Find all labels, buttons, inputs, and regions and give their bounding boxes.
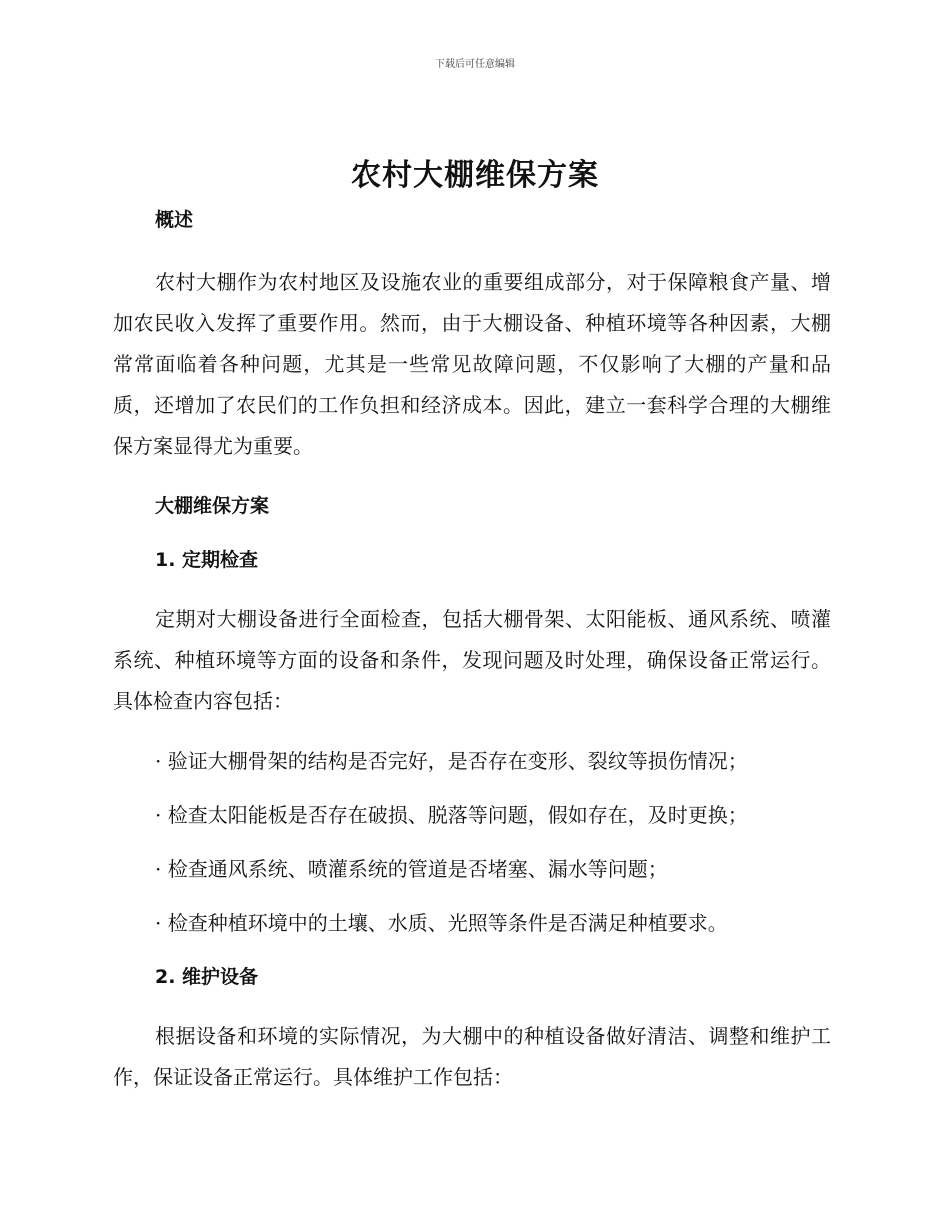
inspection-paragraph: 定期对大棚设备进行全面检查，包括大棚骨架、太阳能板、通风系统、喷灌系统、种植环境等方面的设备和条件，发现问题及时处理，确保设备正常运行。具体检查内容包括： (113, 607, 831, 713)
overview-paragraph: 农村大棚作为农村地区及设施农业的重要组成部分，对于保障粮食产量、增加农民收入发挥了重要作用。然而，由于大棚设备、种植环境等各种因素，大棚常常面临着各种问题，尤其是一些常见故障问题，不仅影响了大棚的产量和品质，还增加了农民们的工作负担和经济成本。因此，建立一套科学合理的大棚维保方案显得尤为重要。 (113, 270, 831, 458)
section-heading-plan: 大棚维保方案 (155, 495, 270, 517)
maintenance-paragraph: 根据设备和环境的实际情况，为大棚中的种植设备做好清洁、调整和维护工作，保证设备正常运行。具体维护工作包括： (113, 1024, 831, 1089)
section-heading-overview: 概述 (155, 209, 194, 231)
list-item: · 验证大棚骨架的结构是否完好，是否存在变形、裂纹等损伤情况； (155, 749, 748, 773)
document-body (113, 205, 831, 1098)
section-heading-maintenance: 2. 维护设备 (155, 966, 259, 988)
list-item: · 检查通风系统、喷灌系统的管道是否堵塞、漏水等问题； (155, 857, 668, 881)
header-note: 下载后可任意编辑 (435, 59, 515, 70)
list-item: · 检查太阳能板是否存在破损、脱落等问题，假如存在，及时更换； (155, 803, 748, 827)
section-heading-inspection: 1. 定期检查 (155, 549, 259, 571)
page-title: 农村大棚维保方案 (351, 158, 599, 193)
list-item: · 检查种植环境中的土壤、水质、光照等条件是否满足种植要求。 (155, 911, 728, 935)
